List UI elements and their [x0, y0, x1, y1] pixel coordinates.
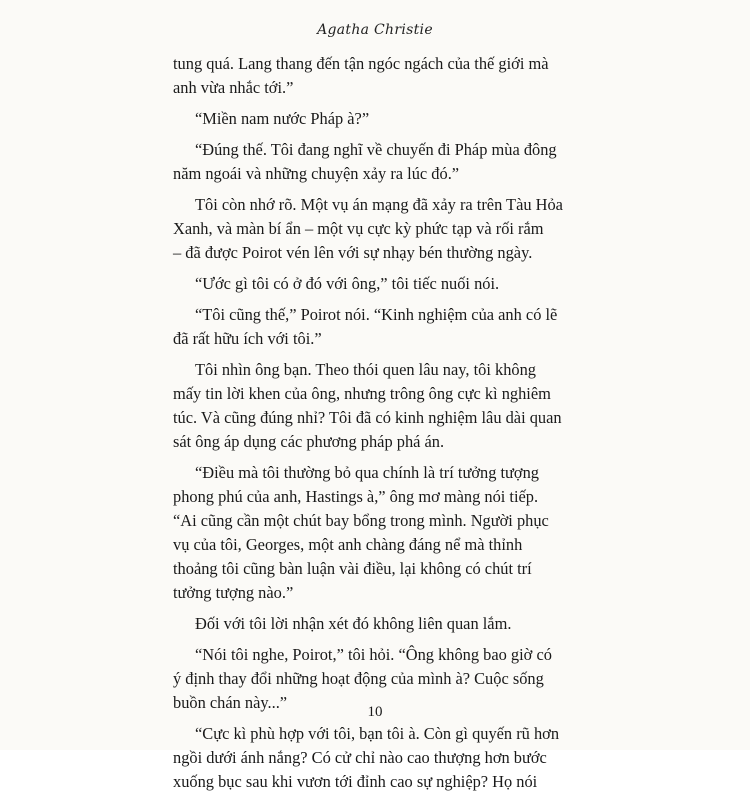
text-line: ngồi dưới ánh nắng? Có cử chỉ nào cao thượng hơn bước	[173, 748, 547, 767]
paragraph	[173, 461, 613, 605]
paragraph	[173, 107, 613, 131]
paragraph	[173, 138, 613, 186]
paragraph	[173, 303, 613, 351]
text-line: “Miền nam nước Pháp à?”	[195, 109, 370, 128]
paragraph	[173, 52, 613, 100]
text-line: phong phú của anh, Hastings à,” ông mơ màng nói tiếp.	[173, 487, 539, 506]
text-line: tung quá. Lang thang đến tận ngóc ngách của thế giới mà	[173, 54, 549, 73]
text-line: “Ước gì tôi có ở đó với ông,” tôi tiếc nuối nói.	[195, 274, 500, 293]
paragraph	[173, 722, 613, 794]
text-line: buồn chán này...”	[173, 693, 288, 712]
paragraph	[173, 612, 613, 636]
text-line: – đã được Poirot vén lên với sự nhạy bén thường ngày.	[173, 243, 533, 262]
text-line: túc. Và cũng đúng nhỉ? Tôi đã có kinh nghiệm lâu dài quan	[173, 408, 562, 427]
paragraph	[173, 358, 613, 454]
text-line: sát ông áp dụng các phương pháp phá án.	[173, 432, 445, 451]
text-line: “Nói tôi nghe, Poirot,” tôi hỏi. “Ông không bao giờ có	[195, 645, 552, 664]
text-line: ý định thay đổi những hoạt động của mình à? Cuộc sống	[173, 669, 544, 688]
author-signature: Agatha Christie	[317, 22, 433, 38]
text-line: Tôi nhìn ông bạn. Theo thói quen lâu nay, tôi không	[195, 360, 536, 379]
text-line: năm ngoái và những chuyện xảy ra lúc đó.”	[173, 164, 460, 183]
text-line: “Điều mà tôi thường bỏ qua chính là trí tưởng tượng	[195, 463, 539, 482]
paragraph	[173, 272, 613, 296]
text-line: “Tôi cũng thế,” Poirot nói. “Kinh nghiệm của anh có lẽ	[195, 305, 558, 324]
text-line: mấy tin lời khen của ông, nhưng trông ông cực kì nghiêm	[173, 384, 551, 403]
text-line: đã rất hữu ích với tôi.”	[173, 329, 322, 348]
text-line: xuống bục sau khi vươn tới đỉnh cao sự nghiệp? Họ nói	[173, 772, 538, 791]
body-text	[173, 52, 613, 801]
text-line: Tôi còn nhớ rõ. Một vụ án mạng đã xảy ra trên Tàu Hỏa	[195, 195, 563, 214]
text-line: Đối với tôi lời nhận xét đó không liên quan lắm.	[195, 614, 512, 633]
text-line: “Cực kì phù hợp với tôi, bạn tôi à. Còn gì quyến rũ hơn	[195, 724, 560, 743]
text-line: “Đúng thế. Tôi đang nghĩ về chuyến đi Pháp mùa đông	[195, 140, 557, 159]
text-line: vụ của tôi, Georges, một anh chàng đáng nể mà thỉnh	[173, 535, 523, 554]
text-line: tưởng tượng nào.”	[173, 583, 294, 602]
text-line: Xanh, và màn bí ẩn – một vụ cực kỳ phức tạp và rối rắm	[173, 219, 544, 238]
text-line: anh vừa nhắc tới.”	[173, 78, 294, 97]
page-number: 10	[367, 704, 383, 720]
text-line: thoảng tôi cũng bàn luận vài điều, lại không có chút trí	[173, 559, 532, 578]
text-line: “Ai cũng cần một chút bay bổng trong mình. Người phục	[173, 511, 549, 530]
paragraph	[173, 193, 613, 265]
